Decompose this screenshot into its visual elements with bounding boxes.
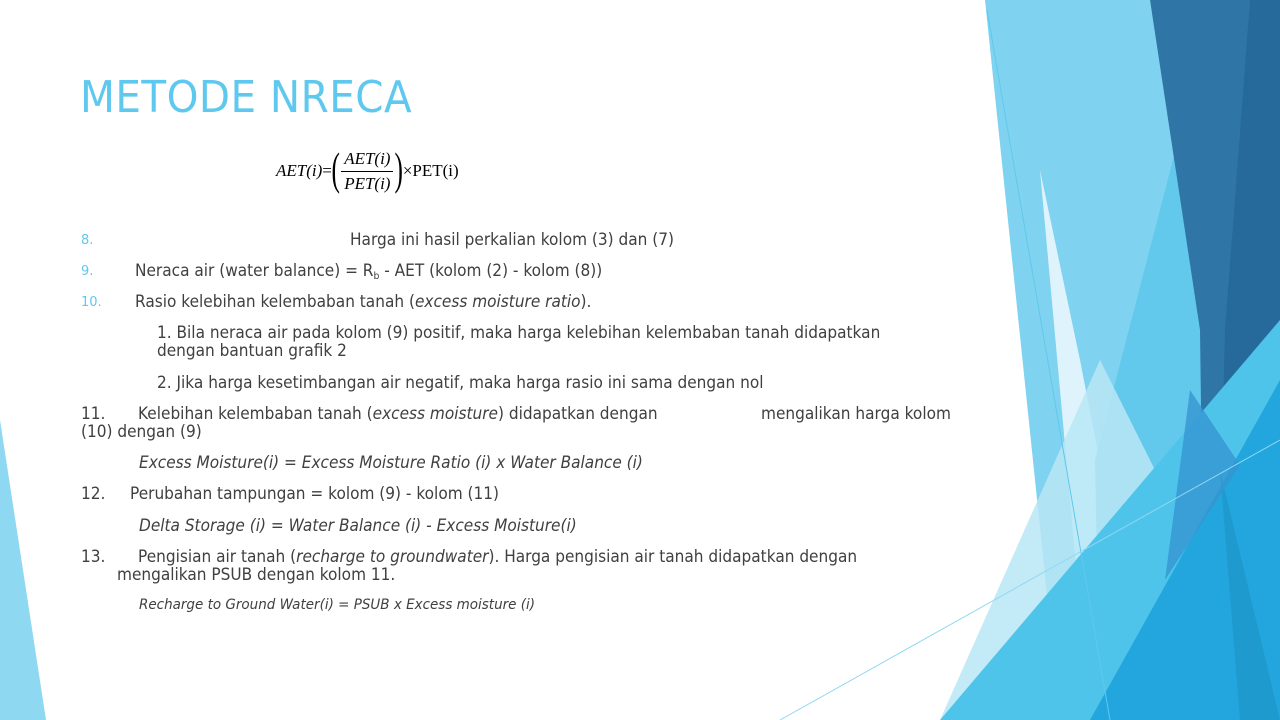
item-12-equation: Delta Storage (i) = Water Balance (i) - Excess Moisture(i)	[139, 516, 577, 535]
item-11-text-before: Kelebihan kelembaban tanah (	[138, 404, 373, 423]
item-10-italic: excess moisture ratio	[414, 292, 581, 311]
formula-rhs: PET(i)	[412, 161, 459, 180]
item-11-equation: Excess Moisture(i) = Excess Moisture Ratio (i) x Water Balance (i)	[139, 453, 643, 472]
item-13-italic: recharge to groundwater	[296, 547, 489, 566]
item-11-line2: (10) dengan (9)	[81, 422, 202, 441]
item-13-text-before: Pengisian air tanah (	[138, 547, 297, 566]
formula-fraction	[341, 149, 393, 194]
item-9-subscript: b	[373, 271, 380, 282]
item-number-8: 8.	[81, 233, 94, 248]
formula-equals: =	[322, 161, 332, 180]
item-13-text	[138, 548, 857, 566]
item-number-13: 13.	[81, 547, 106, 566]
slide-title: METODE NRECA	[80, 72, 413, 123]
left-paren: (	[331, 143, 340, 194]
item-11-text-right: mengalikan harga kolom	[761, 404, 951, 423]
formula-lhs: AET(i)	[276, 161, 323, 180]
right-paren: )	[394, 143, 404, 194]
item-10-text-after: ).	[580, 292, 592, 311]
item-number-12: 12.	[81, 484, 106, 503]
item-number-11: 11.	[81, 404, 106, 423]
item-13-text-after: ). Harga pengisian air tanah didapatkan dengan	[488, 547, 858, 566]
item-10-text-before: Rasio kelebihan kelembaban tanah (	[135, 292, 415, 311]
formula-times: ×	[402, 161, 413, 180]
item-8-text: Harga ini hasil perkalian kolom (3) dan (7)	[350, 230, 675, 249]
item-10-text	[135, 293, 591, 311]
item-11-text-after: ) didapatkan dengan	[498, 404, 658, 423]
formula-denominator: PET(i)	[344, 173, 391, 193]
item-13-equation: Recharge to Ground Water(i) = PSUB x Excess moisture (i)	[139, 597, 536, 613]
item-9-text	[135, 262, 602, 286]
item-9-text-after: - AET (kolom (2) - kolom (8))	[379, 261, 603, 280]
aet-formula	[276, 143, 459, 196]
item-13-line2: mengalikan PSUB dengan kolom 11.	[117, 565, 396, 584]
item-number-9: 9.	[81, 264, 94, 279]
subitem-2-line1: 2. Jika harga kesetimbangan air negatif, maka harga rasio ini sama dengan nol	[157, 373, 764, 392]
item-12-text: Perubahan tampungan = kolom (9) - kolom (11)	[130, 484, 500, 503]
item-number-10: 10.	[81, 295, 102, 310]
subitem-1-line1: 1. Bila neraca air pada kolom (9) positif, maka harga kelebihan kelembaban tanah didapatkan	[157, 323, 881, 342]
item-11-italic: excess moisture	[372, 404, 499, 423]
formula-numerator: AET(i)	[341, 149, 393, 172]
subitem-1-line2: dengan bantuan grafik 2	[157, 341, 347, 360]
item-11-text	[138, 405, 658, 423]
item-9-text-before: Neraca air (water balance) = R	[135, 261, 374, 280]
